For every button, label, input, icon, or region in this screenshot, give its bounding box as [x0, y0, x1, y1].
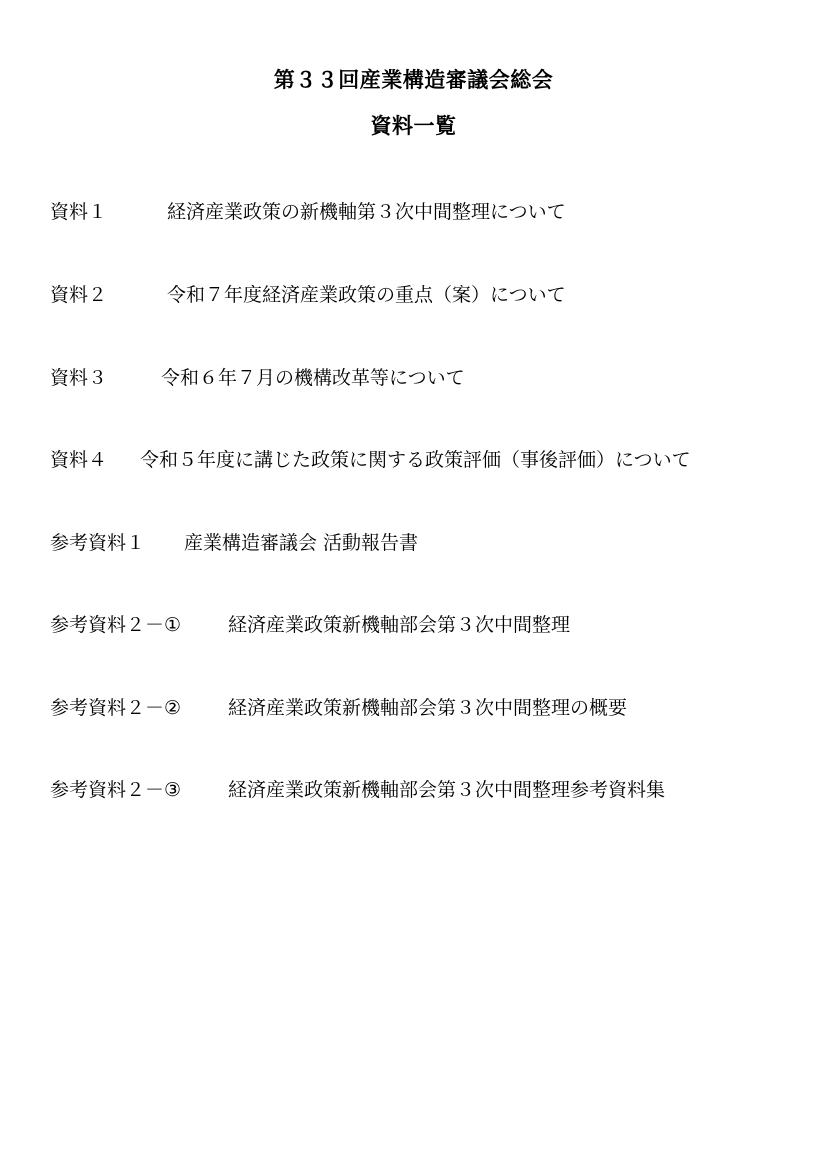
material-label: 参考資料２－② — [50, 697, 182, 719]
reference-item-2-1 — [50, 612, 571, 638]
material-item-4 — [50, 447, 691, 473]
document-title: 第３３回産業構造審議会総会 — [273, 68, 554, 92]
material-title: 経済産業政策新機軸部会第３次中間整理 — [228, 614, 571, 636]
material-label: 資料３ — [50, 367, 108, 389]
reference-item-2-2 — [50, 695, 628, 721]
material-item-3 — [50, 365, 465, 391]
material-title: 令和５年度に講じた政策に関する政策評価（事後評価）について — [140, 449, 691, 471]
material-title: 産業構造審議会 活動報告書 — [184, 532, 419, 554]
material-item-2 — [50, 282, 566, 308]
material-label: 参考資料２－① — [50, 614, 182, 636]
material-label: 資料１ — [50, 201, 108, 223]
material-item-1 — [50, 199, 566, 225]
reference-item-2-3 — [50, 777, 666, 803]
material-label: 資料４ — [50, 449, 108, 471]
material-title: 経済産業政策新機軸部会第３次中間整理参考資料集 — [228, 779, 666, 801]
material-label: 資料２ — [50, 284, 108, 306]
material-title: 経済産業政策新機軸部会第３次中間整理の概要 — [228, 697, 628, 719]
material-label: 参考資料２－③ — [50, 779, 182, 801]
material-title: 経済産業政策の新機軸第３次中間整理について — [167, 201, 566, 223]
material-title: 令和６年７月の機構改革等について — [161, 367, 465, 389]
document-subtitle: 資料一覧 — [370, 114, 457, 138]
reference-item-1 — [50, 530, 419, 556]
material-label: 参考資料１ — [50, 532, 146, 554]
material-title: 令和７年度経済産業政策の重点（案）について — [167, 284, 566, 306]
